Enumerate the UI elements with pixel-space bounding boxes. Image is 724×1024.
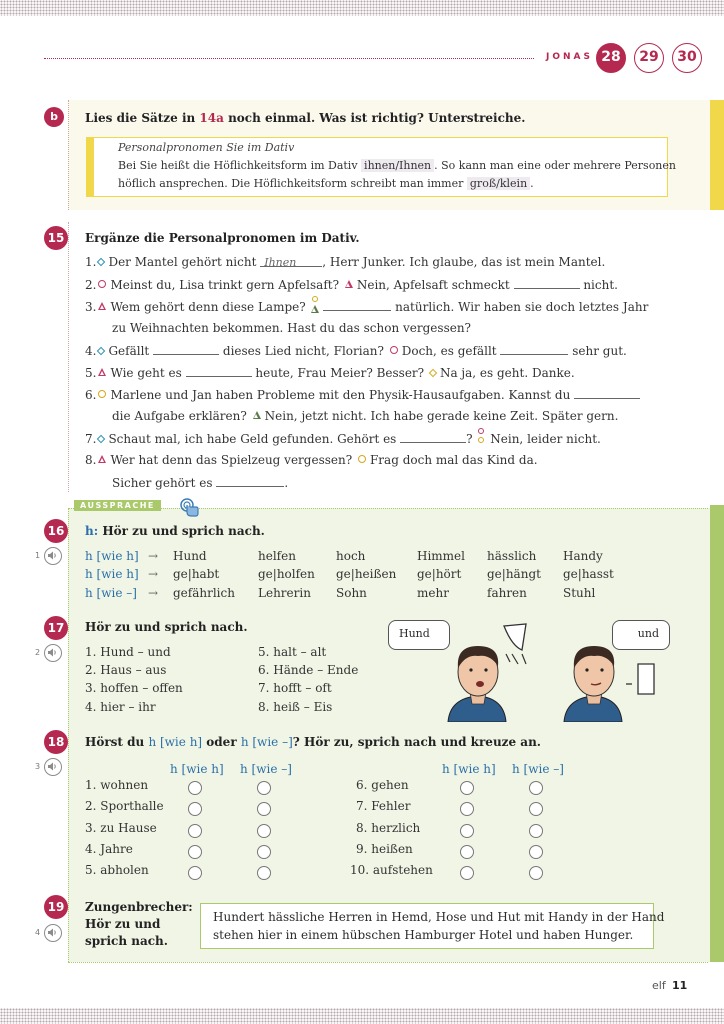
- checkbox-h-spoken[interactable]: [460, 781, 474, 795]
- bottom-dot-strip: [0, 1008, 724, 1024]
- touch-hand-icon: [180, 498, 200, 521]
- grammar-option-2[interactable]: groß/klein: [467, 177, 530, 190]
- checkbox-h-silent[interactable]: [257, 845, 271, 859]
- ex16-word: gefährlich: [173, 586, 235, 600]
- grammar-box-line1: [118, 159, 676, 172]
- ex15-line-8b: [112, 475, 288, 490]
- text: nicht.: [583, 278, 618, 292]
- audio-track-number: 3: [35, 762, 41, 771]
- grammar-line1-a: Bei Sie heißt die Höflichkeitsform im Dativ: [118, 159, 362, 172]
- item-number: 8.: [85, 453, 97, 467]
- checkbox-h-spoken[interactable]: [188, 802, 202, 816]
- checkbox-h-spoken[interactable]: [188, 824, 202, 838]
- answer-blank[interactable]: [153, 343, 219, 355]
- text: Wem gehört denn diese Lampe?: [110, 300, 306, 314]
- arrow-right-icon: →: [148, 586, 159, 600]
- diamond-icon: [97, 435, 105, 443]
- tongue-twister-box: [200, 903, 665, 949]
- ex15-line-8: [85, 453, 538, 467]
- circle-icon: [390, 346, 398, 354]
- text: Wie geht es: [110, 366, 182, 380]
- ex18-word: 4. Jahre: [85, 842, 133, 856]
- ex18-word: 2. Sporthalle: [85, 799, 164, 813]
- checkbox-h-spoken[interactable]: [460, 824, 474, 838]
- grammar-box-line2: [118, 177, 534, 190]
- audio-track-number: 1: [35, 551, 41, 560]
- ex16-word: helfen: [258, 549, 296, 563]
- ex18-col-header-3: h [wie h]: [442, 762, 496, 776]
- triangle-icon: [98, 302, 106, 310]
- tongue-twister-line-1: Hundert hässliche Herren in Hemd, Hose und Hut mit Handy in der Hand: [213, 910, 665, 924]
- ex15-line-3: [85, 299, 648, 314]
- ex17-pair-1: 1. Hund – und: [85, 645, 171, 659]
- item-number: 2.: [85, 278, 97, 292]
- ex18-title-c: ? Hör zu, sprich nach und kreuze an.: [292, 735, 541, 749]
- grammar-line2-b: .: [530, 177, 534, 190]
- ex17-pair-6: 6. Hände – Ende: [258, 663, 359, 677]
- ex17-badge: 17: [44, 616, 68, 640]
- checkbox-h-silent[interactable]: [257, 781, 271, 795]
- ex16-word: Sohn: [336, 586, 367, 600]
- checkbox-h-silent[interactable]: [257, 866, 271, 880]
- audio-play-button[interactable]: [44, 547, 62, 565]
- checkbox-h-spoken[interactable]: [460, 866, 474, 880]
- text: .: [284, 476, 289, 490]
- ex18-col-header-4: h [wie –]: [512, 762, 564, 776]
- speaker-icon: [47, 761, 58, 772]
- ex16-title-h: h:: [85, 524, 99, 538]
- ex18-word: 9. heißen: [356, 842, 413, 856]
- ex16-word: Handy: [563, 549, 603, 563]
- ex16-word: mehr: [417, 586, 449, 600]
- ex18-word: 8. herzlich: [356, 821, 421, 835]
- ex16-word: Himmel: [417, 549, 465, 563]
- diamond-icon: [97, 258, 105, 266]
- task-b-instruction: [85, 111, 525, 125]
- ex18-word: 10. aufstehen: [350, 863, 433, 877]
- circle-triangle-icon: [310, 300, 320, 314]
- answer-blank[interactable]: [400, 431, 466, 443]
- audio-play-button[interactable]: [44, 758, 62, 776]
- item-number: 5.: [85, 366, 97, 380]
- tongue-twister-line-2: stehen hier in einem hübschen Hamburger Hotel und haben Hunger.: [213, 928, 634, 942]
- answer-blank[interactable]: [323, 299, 391, 311]
- header-name: JONAS: [546, 52, 593, 62]
- ex16-rule: h [wie h]: [85, 567, 139, 581]
- speaker-icon: [47, 647, 58, 658]
- checkbox-h-silent[interactable]: [529, 781, 543, 795]
- ex19-title-2: Hör zu und: [85, 917, 161, 931]
- ex18-title-b: oder: [202, 735, 241, 749]
- text: sehr gut.: [572, 344, 627, 358]
- grammar-line1-b: . So kann man eine oder mehrere Personen: [434, 159, 676, 172]
- text: heute, Frau Meier? Besser?: [255, 366, 425, 380]
- answer-blank[interactable]: [500, 343, 568, 355]
- text: Nein, leider nicht.: [490, 432, 601, 446]
- aussprache-left-rule: [68, 508, 69, 962]
- triangle-icon: [98, 368, 106, 376]
- ex18-word: 1. wohnen: [85, 778, 149, 792]
- footer-page-number: 11: [672, 979, 688, 992]
- circle-icon: [358, 455, 366, 463]
- ex18-word: 6. gehen: [356, 778, 409, 792]
- task-b-text-after: noch einmal. Was ist richtig? Unterstreiche.: [223, 111, 526, 125]
- ex16-word: ge|hasst: [563, 567, 614, 581]
- ex18-word: 7. Fehler: [356, 799, 411, 813]
- text: , Herr Junker. Ich glaube, das ist mein Mantel.: [322, 255, 606, 269]
- ex18-title-a: Hörst du: [85, 735, 149, 749]
- ex16-rule: h [wie –]: [85, 586, 137, 600]
- item-number: 3.: [85, 300, 97, 314]
- ex15-line-1: [85, 255, 605, 269]
- grammar-box: [86, 137, 676, 197]
- ex18-word: 3. zu Hause: [85, 821, 157, 835]
- ex16-word: hässlich: [487, 549, 537, 563]
- audio-track-number: 2: [35, 648, 41, 657]
- ex16-word: ge|hört: [417, 567, 462, 581]
- ex18-col-header-1: h [wie h]: [170, 762, 224, 776]
- text: Na ja, es geht. Danke.: [439, 366, 575, 380]
- ex17-pair-2: 2. Haus – aus: [85, 663, 167, 677]
- text: Der Mantel gehört nicht: [108, 255, 257, 269]
- ex16-word: Lehrerin: [258, 586, 311, 600]
- text: Marlene und Jan haben Probleme mit den Physik-Hausaufgaben. Kannst du: [110, 388, 571, 402]
- ex18-badge: 18: [44, 730, 68, 754]
- speaker-icon: [47, 927, 58, 938]
- ex16-word: ge|hängt: [487, 567, 541, 581]
- audio-play-button[interactable]: [44, 924, 62, 942]
- ex17-pair-8: 8. heiß – Eis: [258, 700, 333, 714]
- text: Sicher gehört es: [112, 476, 213, 490]
- answer-blank[interactable]: [216, 475, 284, 487]
- ex16-word: Hund: [173, 549, 207, 563]
- arrow-right-icon: →: [148, 549, 159, 563]
- speaker-icon: [47, 550, 58, 561]
- answer-blank[interactable]: [574, 387, 640, 399]
- header-dotted-rule: [44, 58, 534, 59]
- circle-icon: [98, 390, 106, 398]
- section-b-left-rule: [68, 100, 69, 210]
- item-number: 7.: [85, 432, 97, 446]
- ex17-pair-3: 3. hoffen – offen: [85, 681, 183, 695]
- speech-bubble-und: und: [612, 620, 670, 650]
- checkbox-h-silent[interactable]: [529, 824, 543, 838]
- ex16-word: ge|holfen: [258, 567, 315, 581]
- triangle-icon: [345, 280, 353, 288]
- checkbox-h-silent[interactable]: [257, 802, 271, 816]
- tab-30[interactable]: 30: [672, 43, 702, 73]
- ex18-word: 5. abholen: [85, 863, 149, 877]
- speech-bubble-hund: Hund: [388, 620, 450, 650]
- ex16-word: ge|heißen: [336, 567, 397, 581]
- grammar-line2-a: höflich ansprechen. Die Höflichkeitsform schreibt man immer: [118, 177, 467, 190]
- ex17-title: Hör zu und sprich nach.: [85, 620, 248, 634]
- text: Schaut mal, ich habe Geld gefunden. Gehört es: [108, 432, 397, 446]
- ex19-badge: 19: [44, 895, 68, 919]
- task-b-ref: 14a: [199, 111, 224, 125]
- checkbox-h-silent[interactable]: [257, 824, 271, 838]
- checkbox-h-spoken[interactable]: [460, 845, 474, 859]
- text: Meinst du, Lisa trinkt gern Apfelsaft?: [110, 278, 340, 292]
- ex15-badge: 15: [44, 226, 68, 250]
- checkbox-h-silent[interactable]: [529, 845, 543, 859]
- ex15-line-4: [85, 343, 627, 358]
- triangle-icon: [98, 455, 106, 463]
- checkbox-h-spoken[interactable]: [188, 845, 202, 859]
- audio-track-number: 4: [35, 928, 41, 937]
- ex17-pair-4: 4. hier – ihr: [85, 700, 156, 714]
- illustration-boy-speaking: [440, 640, 516, 725]
- ex18-title-h2: h [wie –]: [240, 735, 293, 749]
- tab-28[interactable]: 28: [596, 43, 626, 73]
- checkbox-h-spoken[interactable]: [188, 781, 202, 795]
- item-number: 1.: [85, 255, 97, 269]
- text: natürlich. Wir haben sie doch letztes Jahr: [395, 300, 649, 314]
- task-b-text-before: Lies die Sätze in: [85, 111, 200, 125]
- diamond-icon: [97, 347, 105, 355]
- ex16-word: ge|habt: [173, 567, 220, 581]
- checkbox-h-spoken[interactable]: [460, 802, 474, 816]
- item-number: 6.: [85, 388, 97, 402]
- section-b-yellow-edge: [710, 100, 724, 210]
- text: Nein, Apfelsaft schmeckt: [356, 278, 510, 292]
- ex16-word: fahren: [487, 586, 527, 600]
- ex15-line-2: [85, 277, 618, 292]
- ex17-pair-5: 5. halt – alt: [258, 645, 327, 659]
- tab-29[interactable]: 29: [634, 43, 664, 73]
- aussprache-bottom-rule: [68, 962, 708, 963]
- ex15-left-rule: [68, 222, 69, 492]
- checkbox-h-silent[interactable]: [529, 802, 543, 816]
- answer-blank[interactable]: [514, 277, 580, 289]
- ex16-rule: h [wie h]: [85, 549, 139, 563]
- text: Gefällt: [108, 344, 150, 358]
- example-answer: Ihnen: [264, 256, 297, 269]
- grammar-box-title: Personalpronomen Sie im Dativ: [118, 141, 295, 154]
- aussprache-green-edge: [710, 505, 724, 962]
- ex18-title: [85, 735, 541, 749]
- text: Doch, es gefällt: [401, 344, 497, 358]
- diamond-icon: [429, 369, 437, 377]
- ex17-pair-7: 7. hofft – oft: [258, 681, 332, 695]
- ex15-title: Ergänze die Personalpronomen im Dativ.: [85, 231, 360, 245]
- item-number: 4.: [85, 344, 97, 358]
- checkbox-h-silent[interactable]: [529, 866, 543, 880]
- ex19-title-3: sprich nach.: [85, 934, 168, 948]
- task-b-badge: b: [44, 107, 64, 127]
- checkbox-h-spoken[interactable]: [188, 866, 202, 880]
- answer-blank[interactable]: [186, 365, 252, 377]
- arrow-right-icon: →: [148, 567, 159, 581]
- ex15-line-5: [85, 365, 575, 380]
- ex16-title: [85, 524, 265, 538]
- triangle-icon: [253, 411, 261, 419]
- ex15-line-3b: zu Weihnachten bekommen. Hast du das schon vergessen?: [112, 321, 471, 335]
- text: dieses Lied nicht, Florian?: [222, 344, 384, 358]
- ex16-title-text: Hör zu und sprich nach.: [98, 524, 265, 538]
- ex16-word: hoch: [336, 549, 366, 563]
- text: die Aufgabe erklären?: [112, 409, 247, 423]
- ex16-badge: 16: [44, 519, 68, 543]
- text: Frag doch mal das Kind da.: [369, 453, 538, 467]
- aussprache-top-rule: [68, 508, 708, 509]
- illustration-boy-quiet: [556, 640, 632, 725]
- ex18-col-header-2: h [wie –]: [240, 762, 292, 776]
- ex16-word: Stuhl: [563, 586, 596, 600]
- ex19-title-1: Zungenbrecher:: [85, 900, 193, 914]
- ex15-line-6: [85, 387, 640, 402]
- answer-blank-example: [260, 255, 322, 267]
- circle-circle-icon: [476, 432, 486, 446]
- ex15-line-6b: [112, 409, 618, 423]
- ex18-title-h1: h [wie h]: [148, 735, 203, 749]
- text: Nein, jetzt nicht. Ich habe gerade keine Zeit. Später gern.: [264, 409, 619, 423]
- top-dot-strip: [0, 0, 724, 16]
- text: ?: [466, 432, 473, 446]
- circle-icon: [98, 280, 106, 288]
- text: Wer hat denn das Spielzeug vergessen?: [110, 453, 353, 467]
- ex15-line-7: [85, 431, 601, 446]
- aussprache-label: AUSSPRACHE: [74, 500, 161, 511]
- footer-page-word: elf: [652, 979, 666, 992]
- grammar-option-1[interactable]: ihnen/Ihnen: [361, 159, 434, 172]
- audio-play-button[interactable]: [44, 644, 62, 662]
